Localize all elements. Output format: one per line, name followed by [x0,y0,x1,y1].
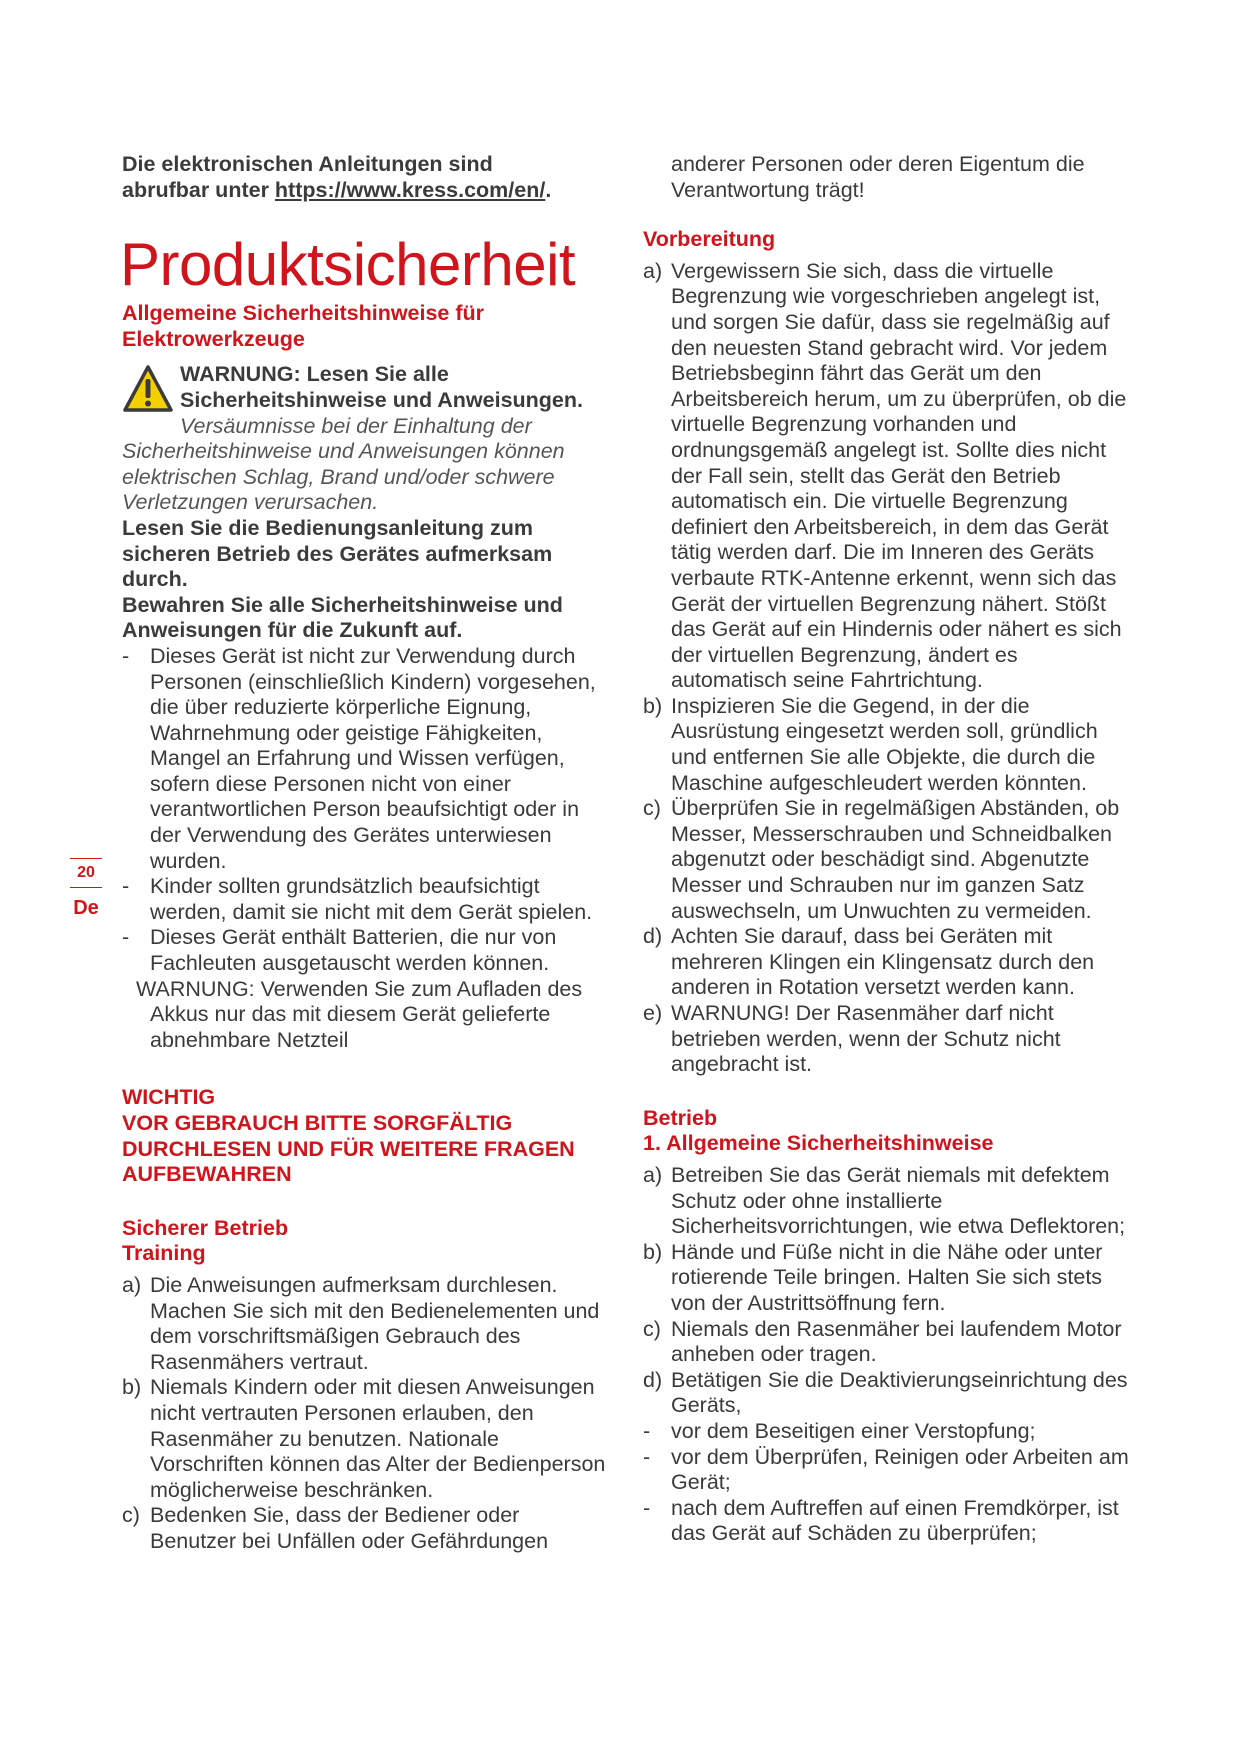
list-item [643,1240,1131,1317]
important-label: WICHTIG [122,1085,216,1110]
list-marker: a) [643,258,663,283]
safe-operation-label: Sicherer Betrieb [122,1215,289,1240]
general-safety-heading: Allgemeine Sicherheitshinweise für Elektrowerkzeuge [122,301,485,351]
list-marker: d) [643,1367,663,1392]
list-item [643,924,1131,1001]
list-item-text: Dieses Gerät enthält Batterien, die nur von Fachleuten ausgetauscht werden können. [150,925,557,976]
list-item-text: Betätigen Sie die Deaktivierungseinrichtung des Geräts, [671,1367,1128,1418]
list-item-text: Überprüfen Sie in regelmäßigen Abständen, ob Messer, Messerschrauben und Schneidbalken abgenutzt oder beschädigt sind. Abgenutzte Messer und Schrauben nur im ganzen Satz auswechseln, um Unwuchten zu vermeiden. [671,796,1120,923]
operation-label: Betrieb [643,1105,718,1130]
list-item-text: Hände und Füße nicht in die Nähe oder unter rotierende Teile bringen. Halten Sie sich stets von der Austrittsöffnung fern. [671,1239,1103,1315]
list-item-text: Vergewissern Sie sich, dass die virtuelle Begrenzung wie vorgeschrieben angelegt ist, und sorgen Sie dafür, dass sie regelmäßig auf den neuesten Stand gebracht wird. Vor jedem Betriebsbeginn fährt das Gerät um den Arbeitsbereich herum, um zu überprüfen, ob die virtuelle Begrenzung vorhanden und ordnungsgemäß angelegt ist. Sollte dies nicht der Fall sein, stellt das Gerät den Betrieb automatisch ein. Die virtuelle Begrenzung definiert den Arbeitsbereich, in dem das Gerät tätig werden darf. Die im Inneren des Geräts verbaute RTK-Antenne erkennt, wenn sich das Gerät der virtuellen Begrenzung nähert. Stößt das Gerät auf ein Hindernis oder nähert es sich der virtuellen Begrenzung, ändert es automatisch seine Fahrtrichtung. [671,258,1127,693]
list-item [122,874,608,925]
list-item [643,1419,1131,1445]
list-item-text: Dieses Gerät ist nicht zur Verwendung durch Personen (einschließlich Kindern) vorgesehen, die über reduzierte körperliche Eignung, Wahrnehmung oder geistige Fähigkeiten, Mangel an Erfahrung und Wissen verfügen, sofern diese Personen nicht von einer verantwortlichen Person beaufsichtigt oder in der Verwendung des Gerätes unterwiesen wurden. [150,643,596,873]
list-item [122,1503,608,1554]
list-marker: - [122,643,130,668]
warning-bold-text: WARNUNG: Lesen Sie alle Sicherheitshinweise und Anweisungen. [180,362,583,412]
list-item [643,796,1131,924]
list-item-text: Betreiben Sie das Gerät niemals mit defektem Schutz oder ohne installierte Sicherheitsvorrichtungen, wie etwa Deflektoren; [671,1162,1126,1239]
page-number: 20 [70,858,102,888]
list-item-text: Kinder sollten grundsätzlich beaufsichtigt werden, damit sie nicht mit dem Gerät spielen. [150,874,593,924]
general-safety-subheading: 1. Allgemeine Sicherheitshinweise [643,1131,994,1156]
intro-period: . [545,177,552,202]
important-text: VOR GEBRAUCH BITTE SORGFÄLTIG DURCHLESEN UND FÜR WEITERE FRAGEN AUFBEWAHREN [122,1111,575,1187]
continuation-text: anderer Personen oder deren Eigentum die Verantwortung trägt! [671,152,1085,202]
list-marker: e) [643,1001,663,1025]
list-item [122,1375,608,1503]
list-item [643,1317,1131,1368]
list-marker: d) [643,924,663,949]
important-heading [122,1085,608,1187]
training-label: Training [122,1241,206,1266]
list-item [643,1445,1131,1496]
list-item-text: nach dem Auftreffen auf einen Fremdkörper, ist das Gerät auf Schäden zu überprüfen; [671,1495,1119,1546]
list-marker: - [643,1495,651,1520]
list-marker: c) [122,1503,140,1528]
list-marker: c) [643,1316,661,1341]
charge-warning-text: WARNUNG: Verwenden Sie zum Aufladen des Akkus nur das mit diesem Gerät gelieferte abnehmbare Netzteil [136,976,583,1052]
list-item-text: Niemals Kindern oder mit diesen Anweisungen nicht vertrauten Personen erlauben, den Rasenmäher zu benutzen. Nationale Vorschriften können das Alter der Bedienperson möglicherweise beschränken. [150,1375,606,1502]
read-manual-text: Lesen Sie die Bedienungsanleitung zum sicheren Betrieb des Gerätes aufmerksam durch. [122,515,553,592]
list-item [643,1496,1131,1547]
list-item-text: Achten Sie darauf, dass bei Geräten mit mehreren Klingen ein Klingensatz durch den anderen in Rotation versetzt werden kann. [671,924,1095,1000]
intro-line-2: abrufbar unter [122,177,275,202]
list-item [643,1368,1131,1419]
list-marker: b) [643,1239,663,1264]
page-marker [70,858,102,920]
list-item [122,1273,608,1375]
list-item-text: Bedenken Sie, dass der Bediener oder Benutzer bei Unfällen oder Gefährdungen [150,1503,549,1553]
page-title: Produktsicherheit [120,231,576,299]
manual-url-link[interactable]: https://www.kress.com/en/ [274,177,546,202]
intro-line-1: Die elektronischen Anleitungen sind [122,152,493,176]
left-column [122,152,608,1555]
list-item [122,644,608,874]
charge-warning [122,977,608,1054]
list-marker: a) [122,1272,142,1297]
list-marker: - [643,1418,651,1443]
warning-italic-text: Versäumnisse bei der Einhaltung der Sicherheitshinweise und Anweisungen können elektrischen Schlag, Brand und/oder schwere Verletzungen verursachen. [122,413,565,515]
list-item-text: vor dem Beseitigen einer Verstopfung; [671,1418,1036,1443]
warning-triangle-icon [122,364,174,414]
preparation-heading: Vorbereitung [643,227,776,252]
list-marker: b) [122,1375,142,1400]
list-item-text: Inspizieren Sie die Gegend, in der die Ausrüstung eingesetzt werden soll, gründlich und entfernen Sie alle Objekte, die durch die Maschine aufgeschleudert werden könnten. [671,693,1098,795]
list-item-text: vor dem Überprüfen, Reinigen oder Arbeiten am Gerät; [671,1444,1129,1495]
list-item [643,694,1131,796]
intro-text [122,152,608,203]
list-marker: c) [643,796,661,821]
list-item-text: WARNUNG! Der Rasenmäher darf nicht betrieben werden, wenn der Schutz nicht angebracht ist. [671,1001,1061,1077]
list-item [122,925,608,976]
safe-operation-heading [122,1216,608,1267]
operation-heading [643,1106,1131,1157]
list-marker: - [122,874,130,899]
list-item-text: Niemals den Rasenmäher bei laufendem Motor anheben oder tragen. [671,1316,1122,1367]
list-item [643,1001,1131,1078]
language-code: De [73,897,99,919]
right-column [643,152,1131,1547]
warning-block [122,362,608,516]
list-item [643,259,1131,694]
list-item [643,1163,1131,1240]
keep-instructions-text: Bewahren Sie alle Sicherheitshinweise und Anweisungen für die Zukunft auf. [122,592,563,643]
list-marker: - [122,925,130,950]
list-marker: - [643,1444,651,1469]
list-item-text: Die Anweisungen aufmerksam durchlesen. Machen Sie sich mit den Bedienelementen und dem vorschriftsmäßigen Gebrauch des Rasenmähers vertraut. [150,1272,600,1374]
list-marker: a) [643,1162,663,1187]
list-marker: b) [643,693,663,718]
